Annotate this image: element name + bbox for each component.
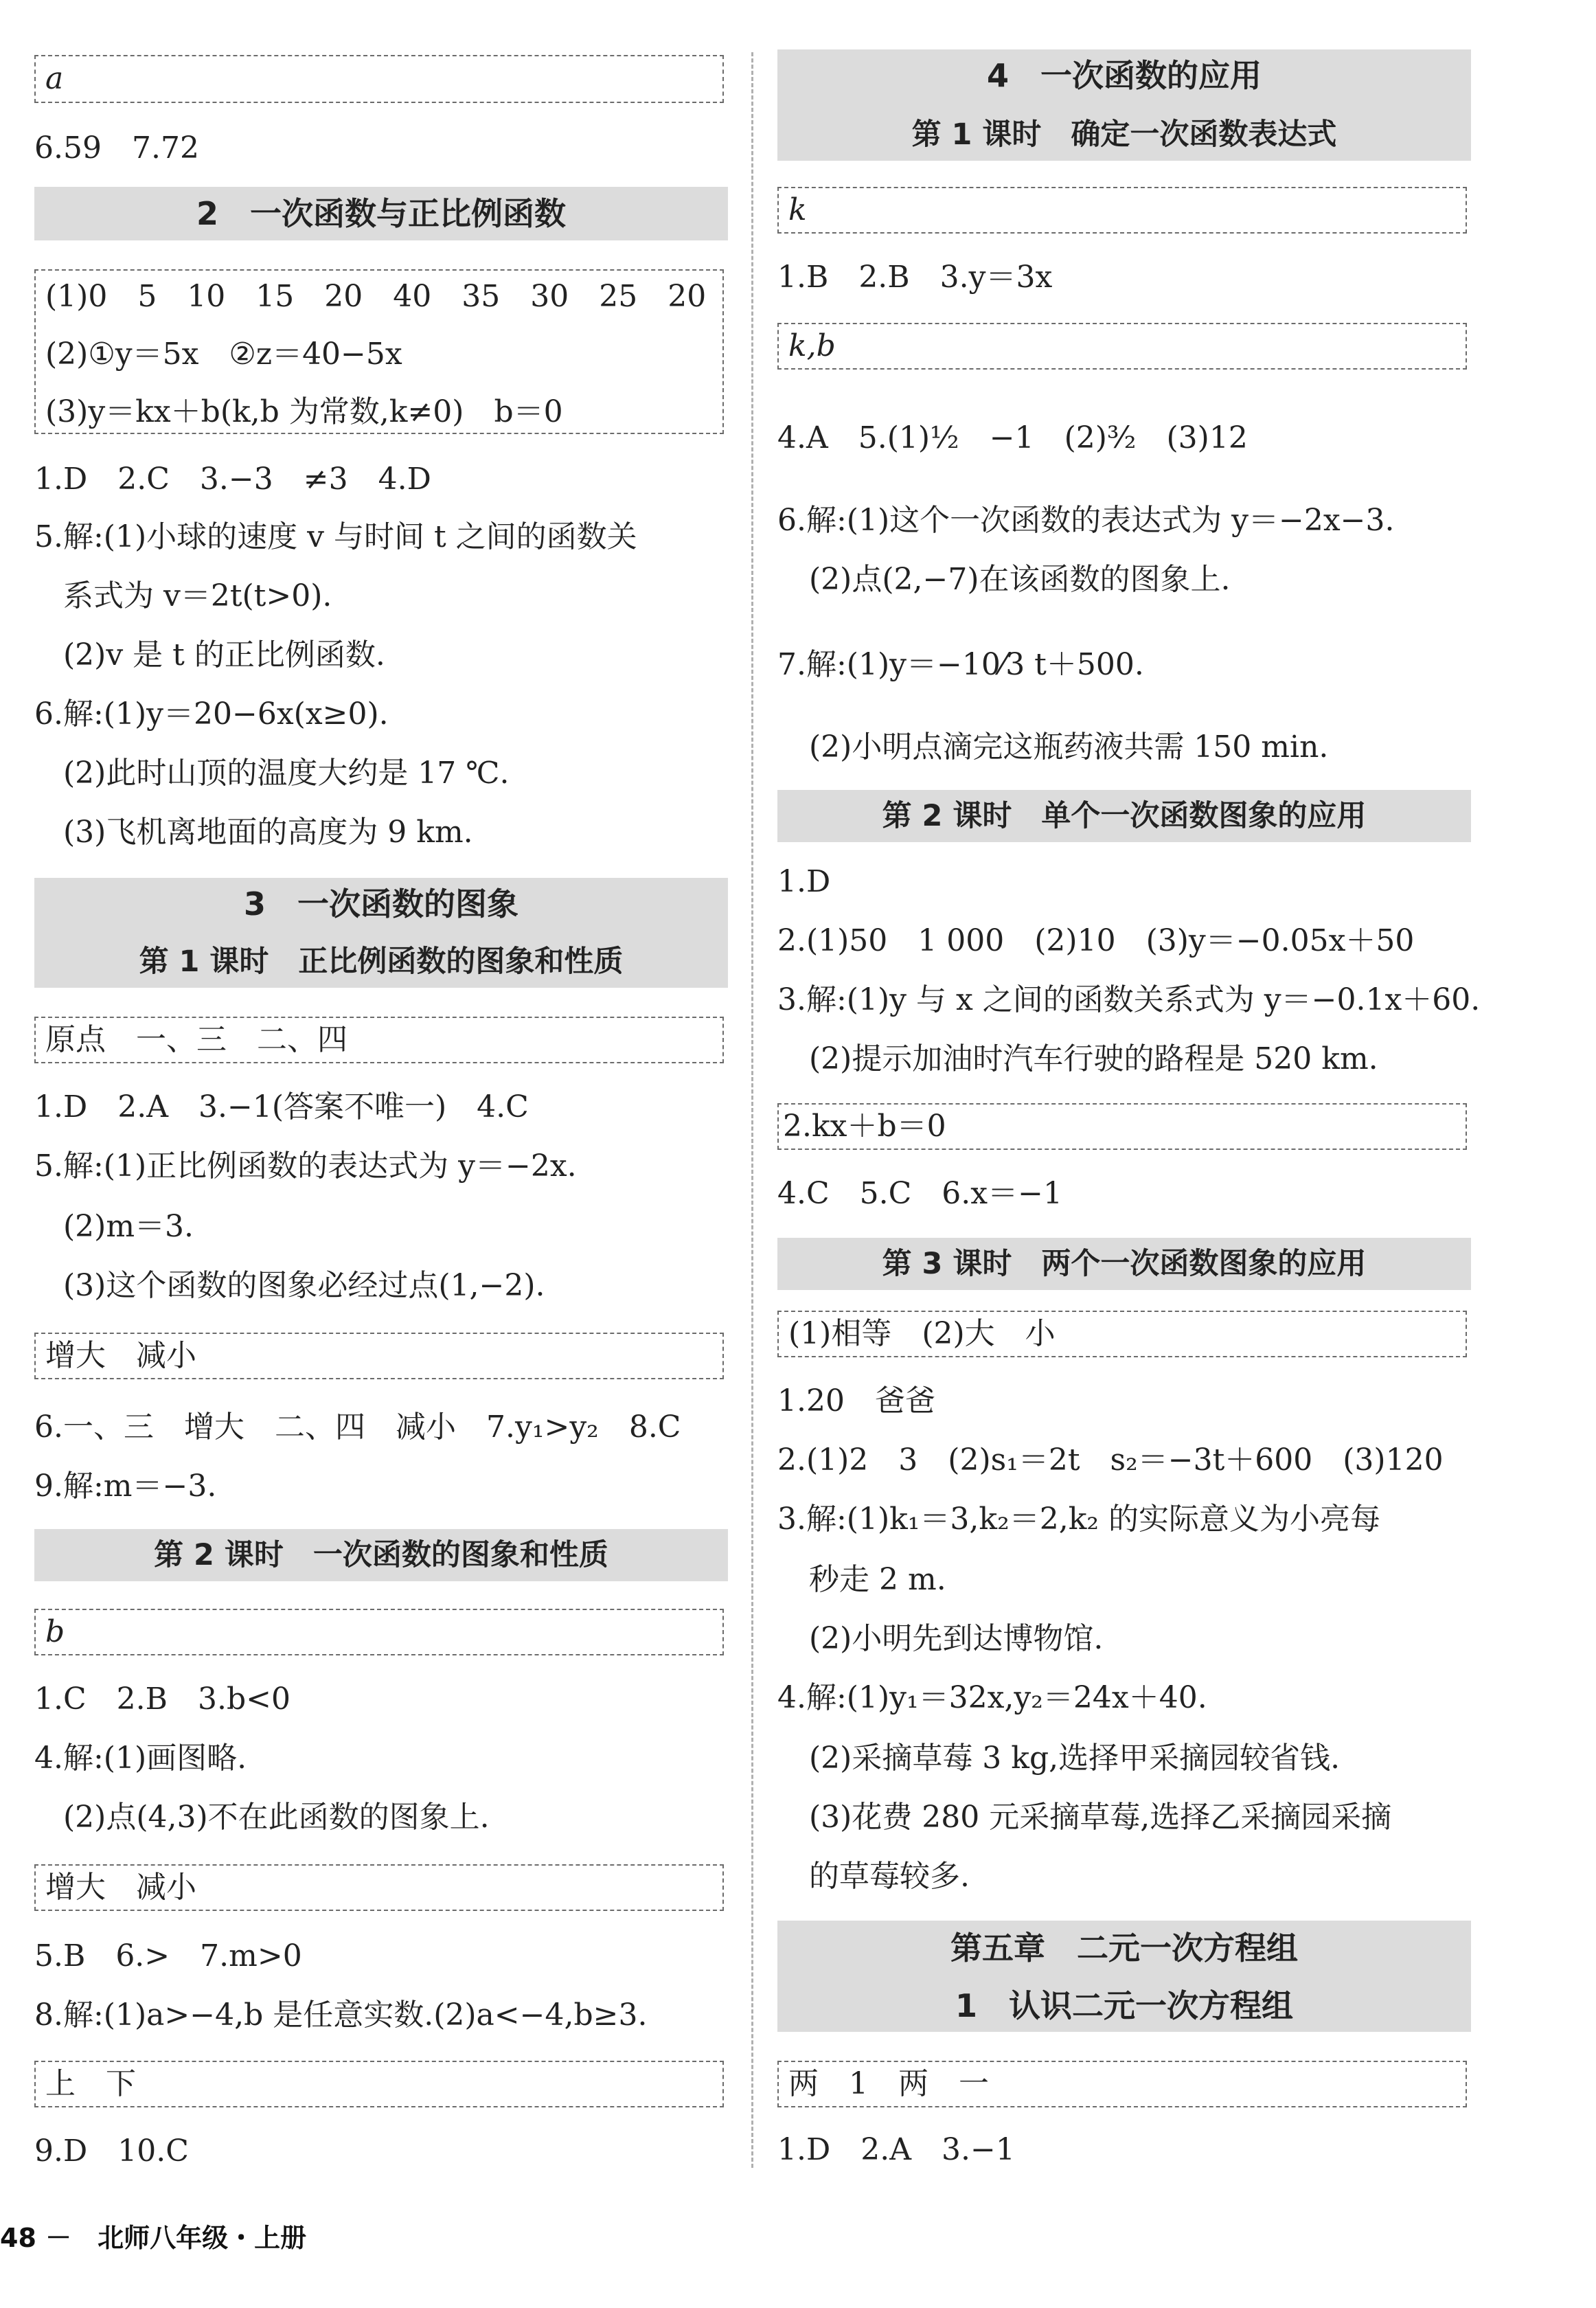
answer-line: (3)花费 280 元采摘草莓,选择乙采摘园采摘 — [809, 1800, 1392, 1835]
answer-line: (2)点(4,3)不在此函数的图象上. — [63, 1800, 490, 1835]
section-header — [777, 1238, 1471, 1290]
answer-line: 5.解:(1)正比例函数的表达式为 y＝−2x. — [34, 1149, 577, 1184]
fill-box-text: 两 1 两 一 — [788, 2066, 989, 2101]
right-column — [777, 0, 1481, 2198]
left-column — [34, 0, 728, 2198]
answer-line: 6.59 7.72 — [34, 131, 199, 166]
fill-box-line: (3)y＝kx＋b(k,b 为常数,k≠0) b＝0 — [45, 394, 563, 429]
answer-line: (3)飞机离地面的高度为 9 km. — [63, 815, 473, 850]
chapter-header — [777, 1921, 1471, 2032]
fill-box-line: (1)0 5 10 15 20 40 35 30 25 20 — [45, 279, 707, 314]
fill-box-text: k — [788, 192, 807, 227]
answer-line: 4.C 5.C 6.x＝−1 — [777, 1176, 1062, 1211]
answer-line: 6.解:(1)y＝20−6x(x≥0). — [34, 697, 389, 732]
section-title: 3 一次函数的图象 — [243, 885, 518, 923]
answer-line: 9.解:m＝−3. — [34, 1469, 217, 1504]
fill-box-u — [777, 2061, 1467, 2107]
answer-line: 3.解:(1)k₁＝3,k₂＝2,k₂ 的实际意义为小亮每 — [777, 1502, 1380, 1537]
answer-line: (2)小明点滴完这瓶药液共需 150 min. — [809, 729, 1329, 765]
section-header — [34, 1529, 728, 1581]
chapter-title: 第五章 二元一次方程组 — [950, 1930, 1298, 1967]
fill-box-text: 2.kx＋b＝0 — [783, 1109, 946, 1144]
section-title: 2 一次函数与正比例函数 — [196, 195, 566, 232]
answer-line: 5.解:(1)小球的速度 v 与时间 t 之间的函数关 — [34, 519, 637, 554]
section-header — [34, 187, 728, 240]
fill-box-text: b — [45, 1614, 65, 1649]
answer-line: 3.解:(1)y 与 x 之间的函数关系式为 y＝−0.1x＋60. — [777, 982, 1481, 1017]
answer-line: (2)采摘草莓 3 kg,选择甲采摘园较省钱. — [809, 1741, 1341, 1776]
section-header — [777, 790, 1471, 842]
fill-box-t — [777, 1311, 1467, 1357]
answer-line: 秒走 2 m. — [809, 1562, 946, 1597]
answer-line: (2)v 是 t 的正比例函数. — [63, 637, 385, 672]
fill-box-kb — [777, 323, 1467, 370]
section-title: 1 认识二元一次方程组 — [955, 1987, 1293, 2024]
fill-box-2 — [34, 269, 724, 434]
answer-line: 1.D 2.C 3.−3 ≠3 4.D — [34, 462, 431, 497]
answer-line: 4.解:(1)画图略. — [34, 1741, 247, 1776]
answer-line: 7.解:(1)y＝−10⁄3 t＋500. — [777, 647, 1144, 682]
fill-box-text: 原点 一、三 二、四 — [45, 1022, 347, 1057]
answer-line: 的草莓较多. — [809, 1859, 970, 1894]
answer-line: 5.B 6.> 7.m>0 — [34, 1938, 302, 1973]
fill-box-4 — [34, 1333, 724, 1379]
section-header — [777, 49, 1471, 161]
fill-box-6 — [34, 1864, 724, 1911]
fill-box-5 — [34, 1609, 724, 1655]
answer-line: (2)提示加油时汽车行驶的路程是 520 km. — [809, 1041, 1378, 1076]
answer-line: 2.(1)2 3 (2)s₁＝2t s₂＝−3t＋600 (3)120 — [777, 1442, 1444, 1478]
answer-line: (3)这个函数的图象必经过点(1,−2). — [63, 1268, 545, 1303]
fill-box-k — [777, 187, 1467, 234]
answer-line: 1.C 2.B 3.b<0 — [34, 1682, 290, 1717]
section-title: 4 一次函数的应用 — [986, 57, 1262, 94]
page-footer: 48 － 北师八年级・上册 — [0, 2223, 307, 2253]
answer-line: (2)m＝3. — [63, 1209, 194, 1244]
fill-box-7 — [34, 2061, 724, 2107]
answer-line: 系式为 v＝2t(t>0). — [63, 578, 332, 613]
answer-line: 1.D — [777, 864, 831, 899]
fill-box-text: k,b — [788, 328, 836, 363]
answer-line: (2)此时山顶的温度大约是 17 ℃. — [63, 756, 510, 791]
answer-line: 6.解:(1)这个一次函数的表达式为 y＝−2x−3. — [777, 503, 1395, 538]
fill-box-s — [777, 1103, 1467, 1150]
fill-box-text: (1)相等 (2)大 小 — [788, 1316, 1056, 1351]
answer-line: (2)小明先到达博物馆. — [809, 1621, 1104, 1656]
answer-line: 1.D 2.A 3.−1(答案不唯一) 4.C — [34, 1089, 529, 1124]
answer-line: 1.B 2.B 3.y＝3x — [777, 260, 1053, 295]
fill-box-3 — [34, 1017, 724, 1063]
column-divider — [751, 52, 753, 2168]
fill-box-text: 上 下 — [45, 2066, 136, 2101]
answer-line: 4.A 5.(1)½ −1 (2)³⁄₂ (3)12 — [777, 420, 1248, 455]
section-header — [34, 878, 728, 988]
section-subtitle: 第 2 课时 单个一次函数图象的应用 — [882, 799, 1367, 833]
answer-line: 4.解:(1)y₁＝32x,y₂＝24x＋40. — [777, 1680, 1207, 1715]
section-subtitle: 第 3 课时 两个一次函数图象的应用 — [882, 1247, 1367, 1281]
fill-box-text: 增大 减小 — [45, 1338, 196, 1373]
answer-line: 1.D 2.A 3.−1 — [777, 2132, 1015, 2167]
answer-line: 6.一、三 增大 二、四 减小 7.y₁>y₂ 8.C — [34, 1410, 681, 1445]
answer-line: (2)点(2,−7)在该函数的图象上. — [809, 562, 1231, 597]
answer-line: 2.(1)50 1 000 (2)10 (3)y＝−0.05x＋50 — [777, 923, 1415, 958]
answer-line: 1.20 爸爸 — [777, 1383, 935, 1418]
section-subtitle: 第 1 课时 确定一次函数表达式 — [911, 117, 1337, 152]
fill-box-text: a — [45, 61, 64, 96]
section-subtitle: 第 1 课时 正比例函数的图象和性质 — [139, 944, 624, 979]
fill-box-line: (2)①y＝5x ②z＝40−5x — [45, 337, 402, 372]
answer-line: 9.D 10.C — [34, 2134, 189, 2169]
answer-line: 8.解:(1)a>−4,b 是任意实数.(2)a<−4,b≥3. — [34, 1998, 648, 2033]
fill-box-text: 增大 减小 — [45, 1870, 196, 1905]
fill-box-a — [34, 55, 724, 103]
section-subtitle: 第 2 课时 一次函数的图象和性质 — [154, 1538, 608, 1572]
